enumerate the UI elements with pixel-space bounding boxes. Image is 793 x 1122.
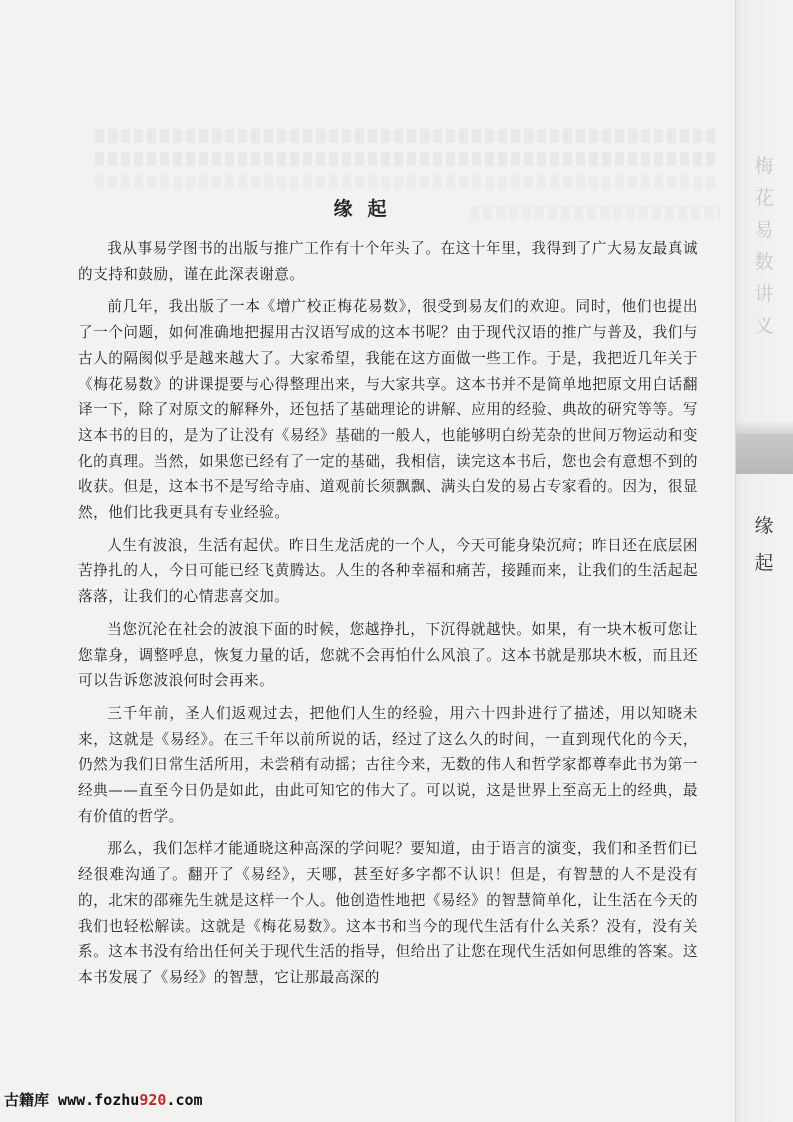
paragraph: 那么，我们怎样才能通晓这种高深的学问呢？要知道，由于语言的演变，我们和圣哲们已经很难沟通了。翻开了《易经》，天哪，甚至好多字都不认识！但是，有智慧的人不是没有的，北宋的邵雍先生就是这样一个人。他创造性地把《易经》的智慧简单化，让生活在今天的我们也轻松解读。这就是《梅花易数》。这本书和当今的现代生活有什么关系？没有，没有关系。这本书没有给出任何关于现代生活的指导，但给出了让您在现代生活如何思维的答案。这本书发展了《易经》的智慧，它让那最高深的 (78, 840, 698, 986)
watermark-site-name: 古籍库 (4, 1091, 50, 1109)
thumb-glyph: 讲 (754, 283, 774, 305)
watermark-url-prefix: www.fozhu (58, 1091, 140, 1109)
thumb-glyph: 缘 (754, 515, 774, 537)
bleed-through-mark (95, 175, 715, 189)
paragraph: 人生有波浪，生活有起伏。昨日生龙活虎的一个人，今天可能身染沉疴；昨日还在底层困苦挣扎的人，今日可能已经飞黄腾达。人生的各种幸福和痛苦，接踵而来，让我们的生活起起落落，让我们的心情悲喜交加。 (78, 536, 698, 606)
book-title-thumb-index (750, 150, 778, 342)
body-text (78, 236, 698, 998)
chapter-thumb-index (747, 508, 781, 582)
margin-tab-band (736, 434, 793, 474)
margin-tab-shade (736, 420, 793, 434)
site-watermark (4, 1089, 203, 1110)
thumb-glyph: 梅 (754, 155, 774, 177)
paragraph: 三千年前，圣人们返观过去，把他们人生的经验，用六十四卦进行了描述，用以知晓未来，这就是《易经》。在三千年以前所说的话，经过了这么久的时间，一直到现代化的今天，仍然为我们日常生活所用，未尝稍有动摇；古往今来，无数的伟人和哲学家都尊奉此书为第一经典——直至今日仍是如此，由此可知它的伟大了。可以说，这是世界上至高无上的经典，最有价值的哲学。 (78, 704, 698, 825)
thumb-glyph: 花 (754, 187, 774, 209)
watermark-url-number: 920 (139, 1091, 167, 1109)
thumb-glyph: 易 (754, 219, 774, 241)
paragraph: 当您沉沦在社会的波浪下面的时候，您越挣扎，下沉得就越快。如果，有一块木板可您让您靠身，调整呼息，恢复力量的话，您就不会再怕什么风浪了。这本书就是那块木板，而且还可以告诉您波浪何时会再来。 (78, 620, 698, 690)
bleed-through-mark (95, 129, 715, 143)
paragraph: 我从事易学图书的出版与推广工作有十个年头了。在这十年里，我得到了广大易友最真诚的支持和鼓励，谨在此深表谢意。 (78, 240, 698, 283)
bleed-through-mark (95, 152, 715, 166)
watermark-url-suffix: .com (166, 1091, 203, 1109)
page-title: 缘起 (333, 198, 402, 220)
thumb-glyph: 起 (754, 552, 774, 574)
paragraph: 前几年，我出版了一本《增广校正梅花易数》，很受到易友们的欢迎。同时，他们也提出了一个问题，如何准确地把握用古汉语写成的这本书呢？由于现代汉语的推广与普及，我们与古人的隔阂似乎是越来越大了。大家希望，我能在这方面做一些工作。于是，我把近几年关于《梅花易数》的讲课提要与心得整理出来，与大家共享。这本书并不是简单地把原文用白话翻译一下，除了对原文的解释外，还包括了基础理论的讲解、应用的经验、典故的研究等等。写这本书的目的，是为了让没有《易经》基础的一般人，也能够明白纷芜杂的世间万物运动和变化的真理。当然，如果您已经有了一定的基础，我相信，读完这本书后，您也会有意想不到的收获。但是，这本书不是写给寺庙、道观前长须飘飘、满头白发的易占专家看的。因为，很显然，他们比我更具有专业经验。 (78, 298, 698, 522)
thumb-glyph: 义 (754, 315, 774, 337)
thumb-glyph: 数 (754, 251, 774, 273)
